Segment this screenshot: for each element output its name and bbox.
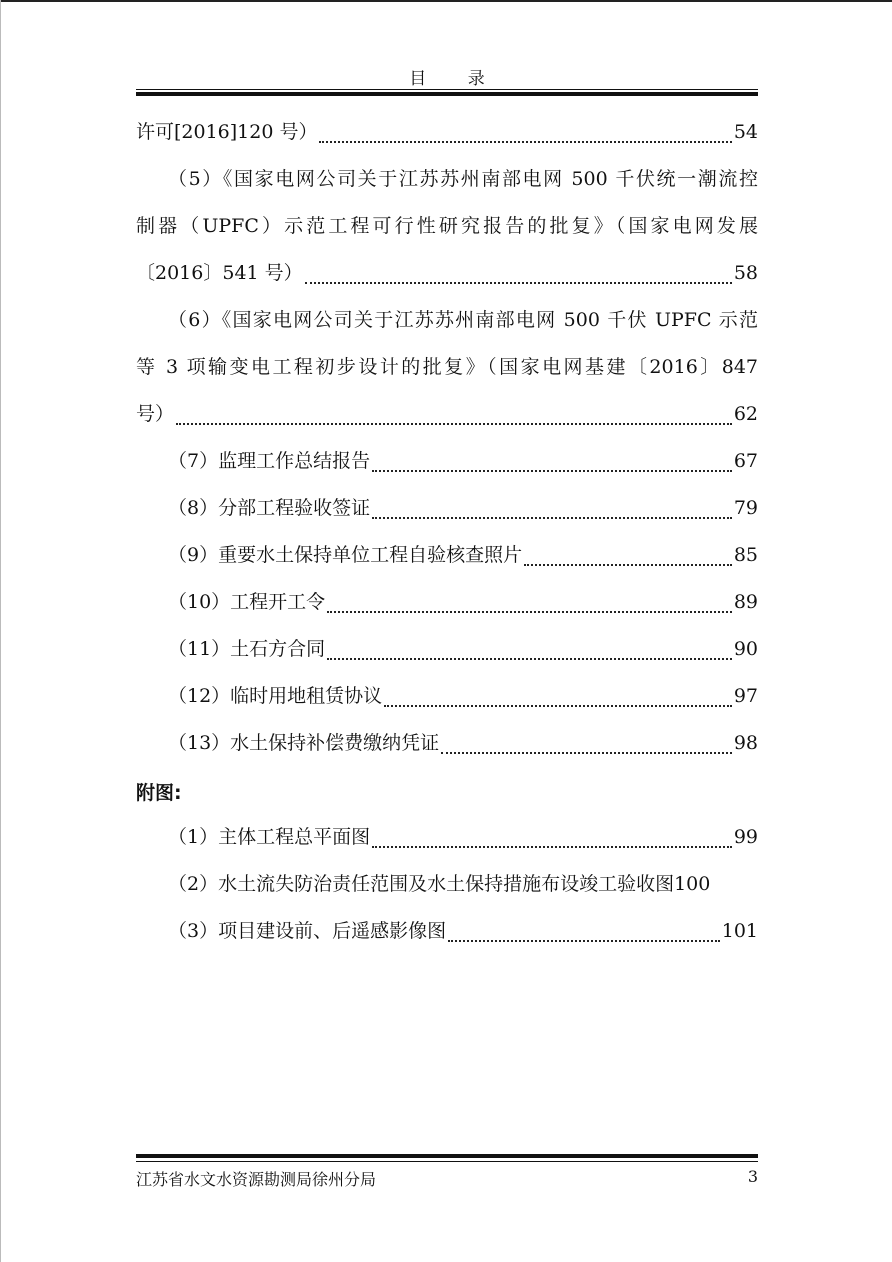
toc-entry: （13）水土保持补偿费缴纳凭证 98 [136,723,758,763]
toc-entry: 等 3 项输变电工程初步设计的批复》（国家电网基建〔2016〕847 [136,356,758,378]
toc-page-number: 58 [733,262,758,284]
toc-entry: 制器（UPFC）示范工程可行性研究报告的批复》（国家电网发展 [136,215,758,237]
toc-entry: 号） 62 [136,394,758,434]
toc-entry: （9）重要水土保持单位工程自验核查照片 85 [136,535,758,575]
header-rule-thick [136,92,758,96]
toc-entry: （5）《国家电网公司关于江苏苏州南部电网 500 千伏统一潮流控 [168,168,758,190]
toc-entry: （6）《国家电网公司关于江苏苏州南部电网 500 千伏 UPFC 示范 [168,309,758,331]
footer-organization: 江苏省水文水资源勘测局徐州分局 [136,1170,377,1189]
section-heading: 附图: [136,782,182,804]
toc-entry: 许可[2016]120 号） 54 [136,112,758,152]
toc-page-number: 89 [733,591,758,613]
footer-rule-thick [136,1154,758,1158]
footer-page-number: 3 [747,1167,758,1186]
toc-page-number: 62 [733,403,758,425]
toc-entry: （11）土石方合同 90 [136,629,758,669]
footer-rule-thin [136,1161,758,1162]
toc-page-number: 67 [733,450,758,472]
toc-entry: （12）临时用地租赁协议 97 [136,676,758,716]
page-title: 目 录 [409,69,503,89]
toc-page-number: 54 [733,121,758,143]
toc-page-number: 99 [733,826,758,848]
toc-figure-entry: （1）主体工程总平面图 99 [136,817,758,857]
toc-page-number: 79 [733,497,758,519]
toc-entry: （8）分部工程验收签证 79 [136,488,758,528]
toc-entry: 〔2016〕541 号） 58 [136,253,758,293]
page-footer [136,1167,758,1190]
toc-entry: （10）工程开工令 89 [136,582,758,622]
header-rule-thin [136,89,758,90]
toc-page-number: 98 [733,732,758,754]
page-top-border [0,0,892,2]
toc-page-number: 90 [733,638,758,660]
toc-entry: （7）监理工作总结报告 67 [136,441,758,481]
page-left-border [0,0,1,1262]
toc-page-number: 100 [674,873,711,895]
toc-page-number: 85 [733,544,758,566]
toc-page-number: 101 [721,920,758,942]
toc-figure-entry: （3）项目建设前、后遥感影像图 101 [136,911,758,951]
toc-page-number: 97 [733,685,758,707]
toc-figure-entry: （2）水土流失防治责任范围及水土保持措施布设竣工验收图 100 [136,864,758,904]
